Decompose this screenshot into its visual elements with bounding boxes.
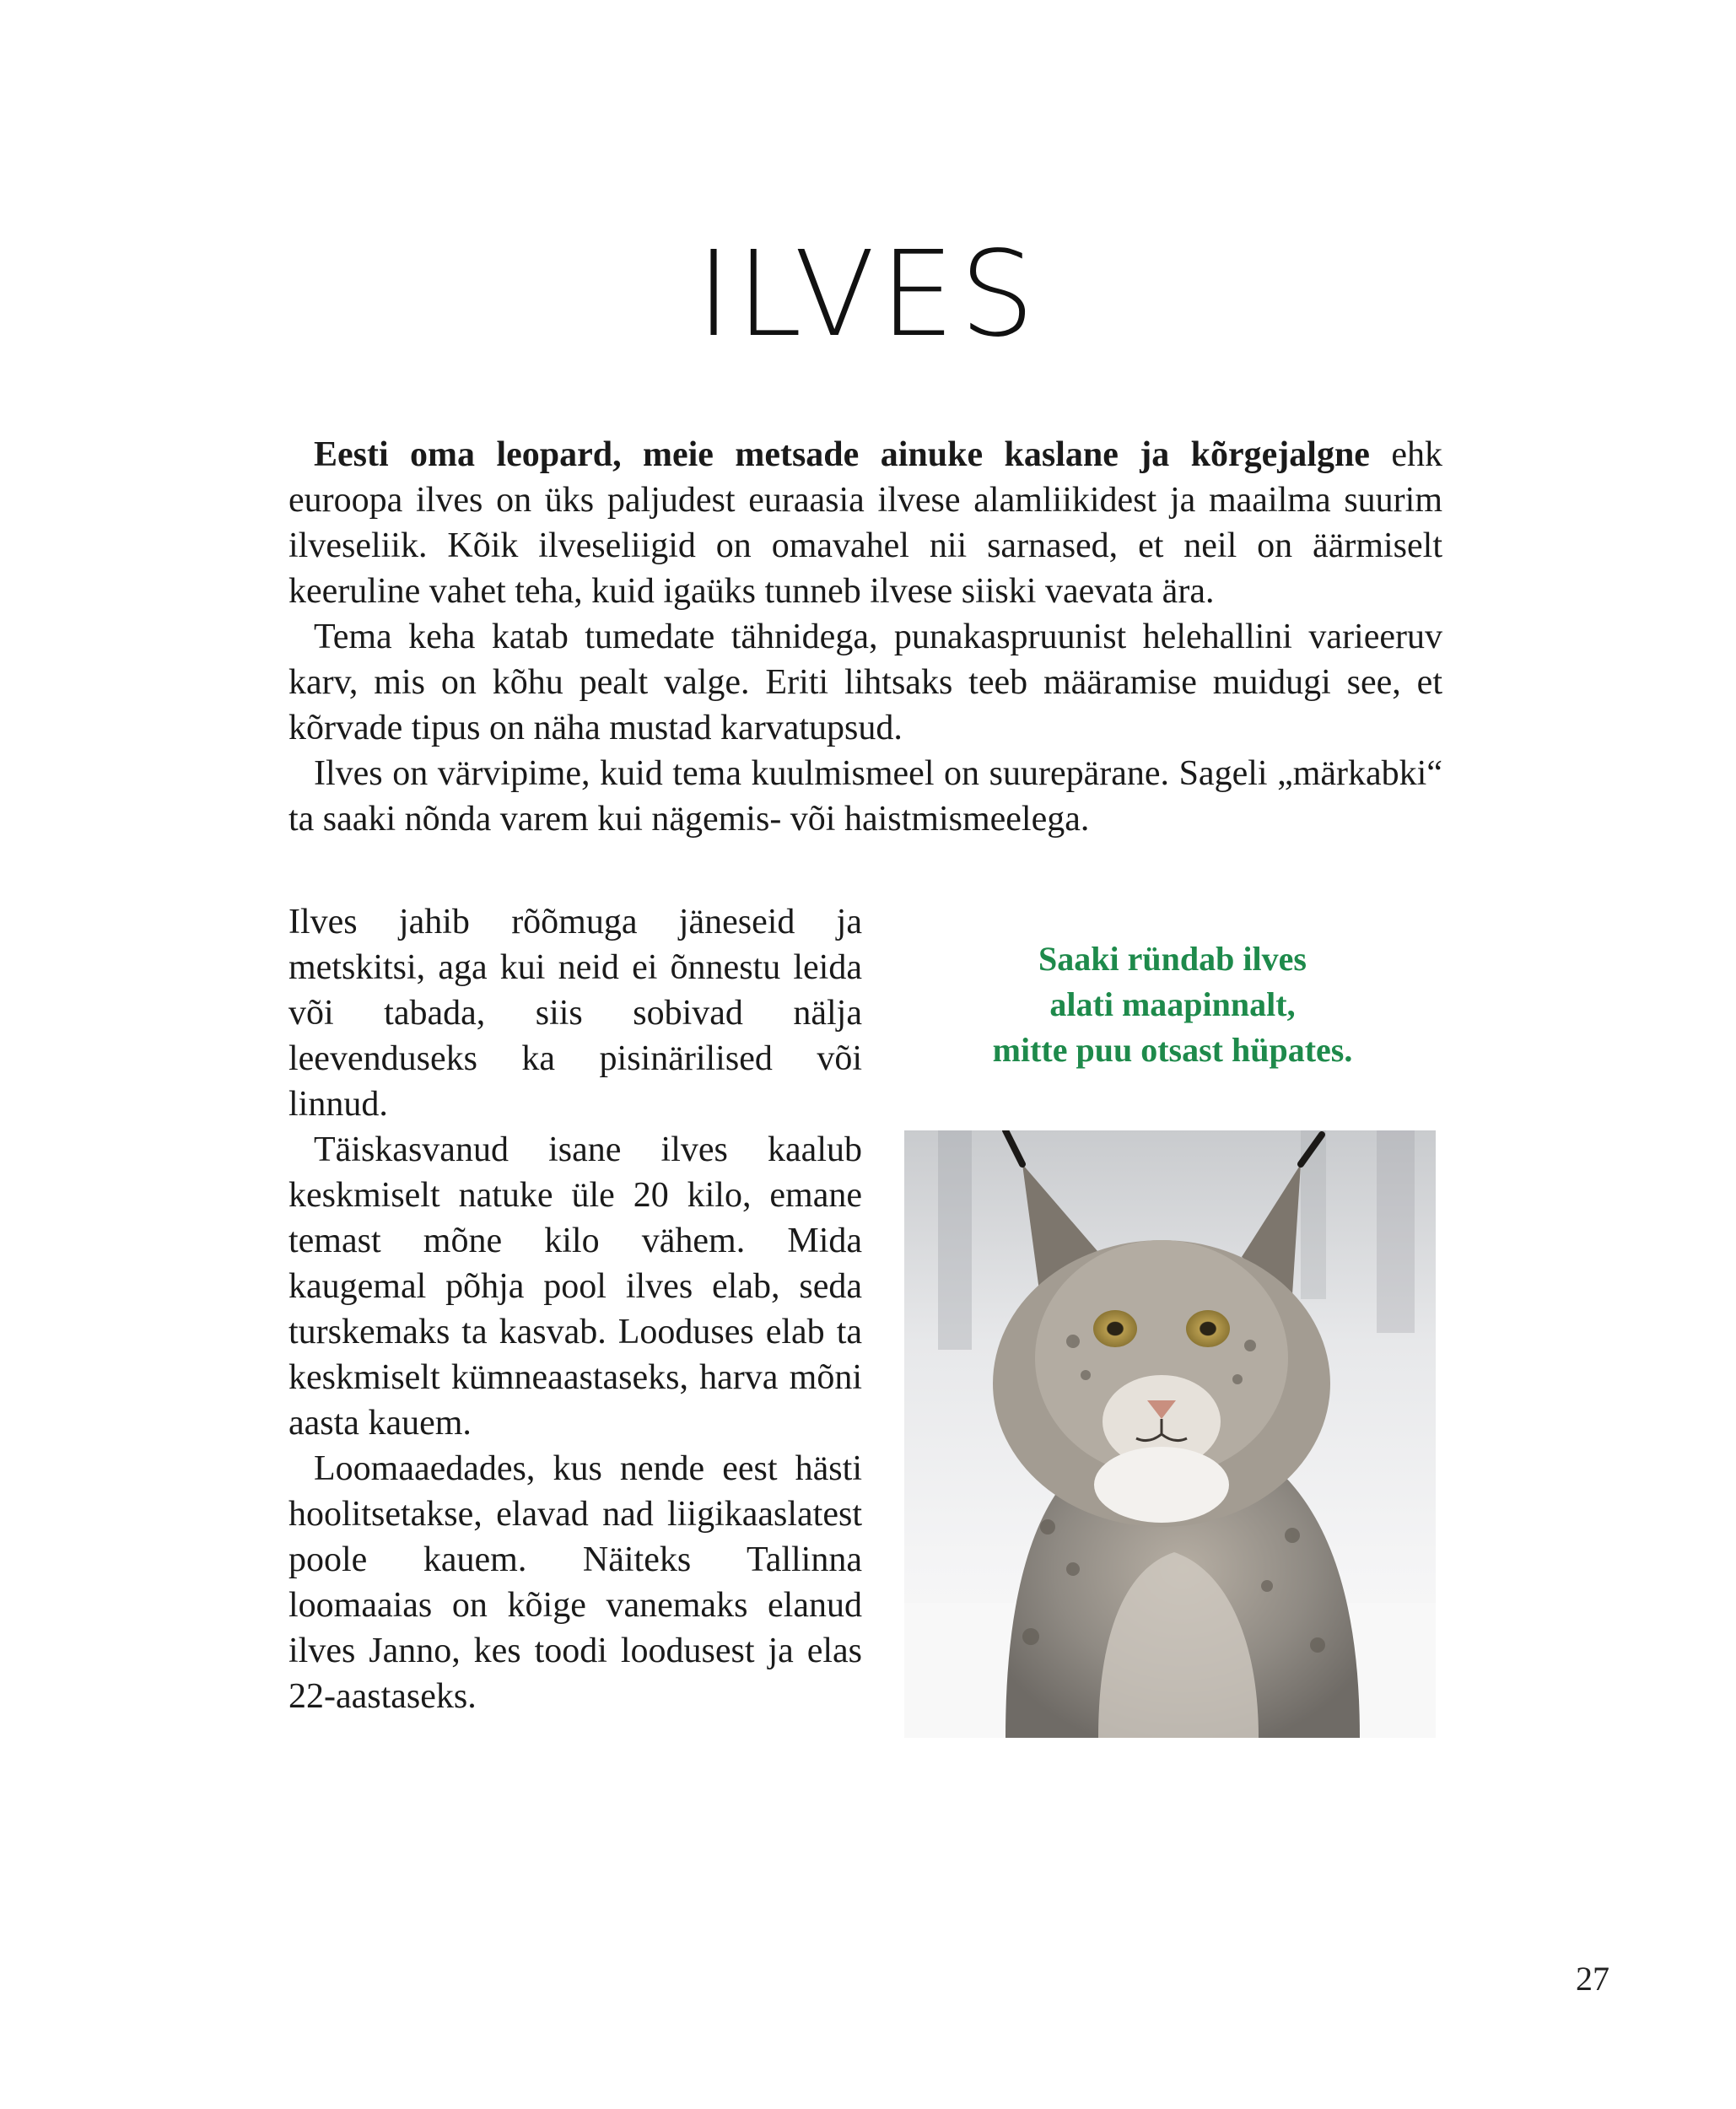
column-paragraph-1: Ilves jahib rõõmuga jäneseid ja metskitsi, aga kui neid ei õnnestu leida või tabada, siis sobivad nälja leevenduseks ka pisinärilised või linnud. xyxy=(288,903,862,1124)
body-column xyxy=(288,899,862,1719)
column-paragraph-2: Täiskasvanud isane ilves kaalub keskmiselt natuke üle 20 kilo, emane temast mõne kilo vähem. Mida kaugemal põhja pool ilves elab, seda turskemaks ta kasvab. Looduses elab ta keskmiselt kümneaastaseks, harva mõni aasta kauem. xyxy=(288,1130,862,1443)
intro-paragraph-3: Ilves on värvipime, kuid tema kuulmismeel on suurepärane. Sageli „märkabki“ ta saaki nõnda varem kui nägemis- või haistmismeelega. xyxy=(288,754,1442,839)
pull-quote-line-1: Saaki ründab ilves xyxy=(1038,940,1307,978)
lynx-illustration xyxy=(904,1130,1436,1738)
intro-text xyxy=(288,432,1442,842)
pull-quote-line-2: alati maapinnalt, xyxy=(1049,985,1296,1023)
lynx-photo xyxy=(904,1130,1436,1738)
intro-lead: Eesti oma leopard, meie metsade ainuke kaslane ja kõrgejalgne xyxy=(314,435,1370,474)
page-title: ILVES xyxy=(696,226,1040,364)
pull-quote xyxy=(904,936,1441,1073)
intro-paragraph-1-rest: ehk euroopa ilves on üks paljudest euraasia ilvese alamliikidest ja maailma suurim ilveseliik. Kõik ilveseliigid on omavahel nii sarnased, et neil on äärmiselt keeruline vahet teha, kuid igaüks tunneb ilvese siiski vaevata ära. xyxy=(288,435,1442,611)
intro-paragraph-2: Tema keha katab tumedate tähnidega, punakaspruunist helehallini varieeruv karv, mis on kõhu pealt valge. Eriti lihtsaks teeb määramise muidugi see, et kõrvade tipus on näha mustad karvatupsud. xyxy=(288,618,1442,747)
intro-paragraph-1 xyxy=(288,432,1442,614)
pull-quote-line-3: mitte puu otsast hüpates. xyxy=(992,1031,1353,1069)
column-paragraph-3: Loomaaedades, kus nende eest hästi hoolitsetakse, elavad nad liigikaaslatest poole kauem. Näiteks Tallinna loomaaias on kõige vanemaks elanud ilves Janno, kes toodi loodusest ja elas 22-aastaseks. xyxy=(288,1449,862,1716)
page-number: 27 xyxy=(1576,1960,1609,1998)
